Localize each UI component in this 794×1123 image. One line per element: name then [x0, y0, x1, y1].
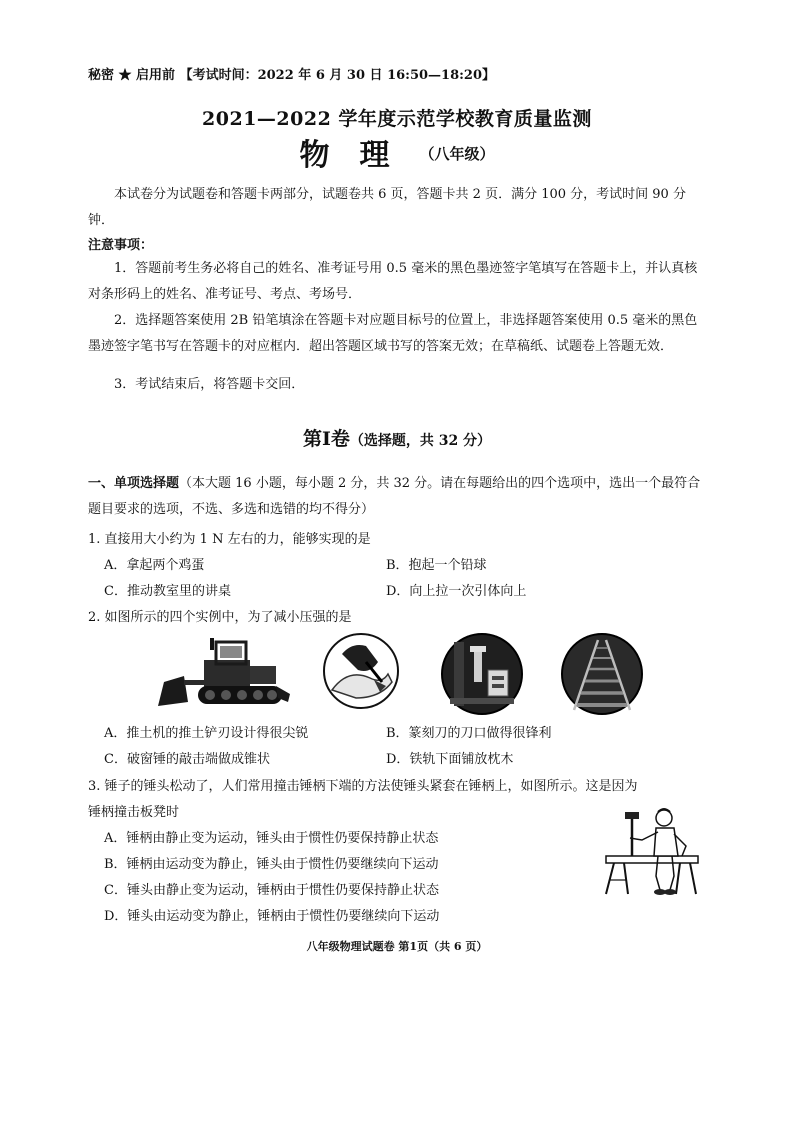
- question-3-option-a: A．锤柄由静止变为运动，锤头由于惯性仍要保持静止状态: [104, 831, 439, 846]
- grade-label: （八年级）: [419, 145, 495, 163]
- section-title: 第Ⅰ卷: [302, 428, 350, 450]
- exam-header: [88, 64, 495, 83]
- question-2-option-b: B．篆刻刀的刀口做得很锋利: [386, 726, 552, 741]
- hammer-bench-image: [598, 806, 702, 898]
- question-2-option-d: D．铁轨下面铺放枕木: [386, 752, 514, 767]
- notice-item-1: 1．答题前考生务必将自己的姓名、准考证号用 0.5 毫米的黑色墨迹签字笔填写在答题卡上，并认真核对条形码上的姓名、准考证号、考点、考场号．: [88, 261, 698, 302]
- part-one-heading: [88, 471, 708, 523]
- window-hammer-image: [440, 632, 524, 716]
- notice-item-3: 3．考试结束后，将答题卡交回．: [114, 377, 305, 392]
- subject-row: [0, 130, 794, 174]
- section-subtitle: （选择题，共 32 分）: [349, 433, 492, 449]
- question-3-stem: 3. 锤子的锤头松动了，人们常用撞击锤柄下端的方法使锤头紧套在锤柄上，如图所示。这是因为: [88, 779, 638, 794]
- exam-title: 2021—2022 学年度示范学校教育质量监测: [202, 108, 592, 130]
- question-1-option-c: C．推动教室里的讲桌: [104, 584, 231, 599]
- question-2-option-c: C．破窗锤的敲击端做成锥状: [104, 752, 270, 767]
- secret-label: 秘密 ★ 启用前: [88, 68, 176, 83]
- question-3-stem-continued: 锤柄撞击板凳时: [88, 805, 180, 820]
- section-heading: [0, 424, 794, 451]
- question-3-option-c: C．锤头由静止变为运动，锤柄由于惯性仍要保持静止状态: [104, 883, 439, 898]
- question-1-stem: 1. 直接用大小约为 1 N 左右的力，能够实现的是: [88, 532, 371, 547]
- question-1-option-d: D．向上拉一次引体向上: [386, 584, 527, 599]
- intro-text: 本试卷分为试题卷和答题卡两部分，试题卷共 6 页，答题卡共 2 页．满分 100 分，考试时间 90 分钟．: [88, 187, 686, 228]
- subject-title: 物理: [299, 138, 420, 173]
- notice-title: 注意事项：: [88, 238, 154, 253]
- question-1-option-a: A．拿起两个鸡蛋: [104, 558, 205, 573]
- question-3-option-d: D．锤头由运动变为静止，锤柄由于惯性仍要继续向下运动: [104, 909, 440, 924]
- part-one-label: 一、单项选择题: [88, 476, 180, 491]
- carving-knife-image: [322, 632, 400, 710]
- question-2-stem: 2. 如图所示的四个实例中，为了减小压强的是: [88, 610, 352, 625]
- bulldozer-image: [158, 636, 298, 708]
- question-1-option-b: B．抱起一个铅球: [386, 558, 487, 573]
- exam-time: 【考试时间：2022 年 6 月 30 日 16:50—18:20】: [179, 68, 496, 83]
- question-2-option-a: A．推土机的推土铲刃设计得很尖锐: [104, 726, 309, 741]
- question-3-option-b: B．锤柄由运动变为静止，锤头由于惯性仍要继续向下运动: [104, 857, 439, 872]
- part-one-desc: （本大题 16 小题，每小题 2 分，共 32 分。请在每题给出的四个选项中，选出一个最符合题目要求的选项，不选、多选和选错的均不得分）: [88, 476, 701, 517]
- railway-track-image: [560, 632, 644, 716]
- notice-item-2: 2．选择题答案使用 2B 铅笔填涂在答题卡对应题目标号的位置上，非选择题答案使用 0.5 毫米的黑色墨迹签字笔书写在答题卡的对应框内．超出答题区域书写的答案无效；在草稿纸、试题卷上答题无效．: [88, 313, 698, 354]
- page-footer: 八年级物理试题卷 第1页（共 6 页）: [306, 940, 488, 953]
